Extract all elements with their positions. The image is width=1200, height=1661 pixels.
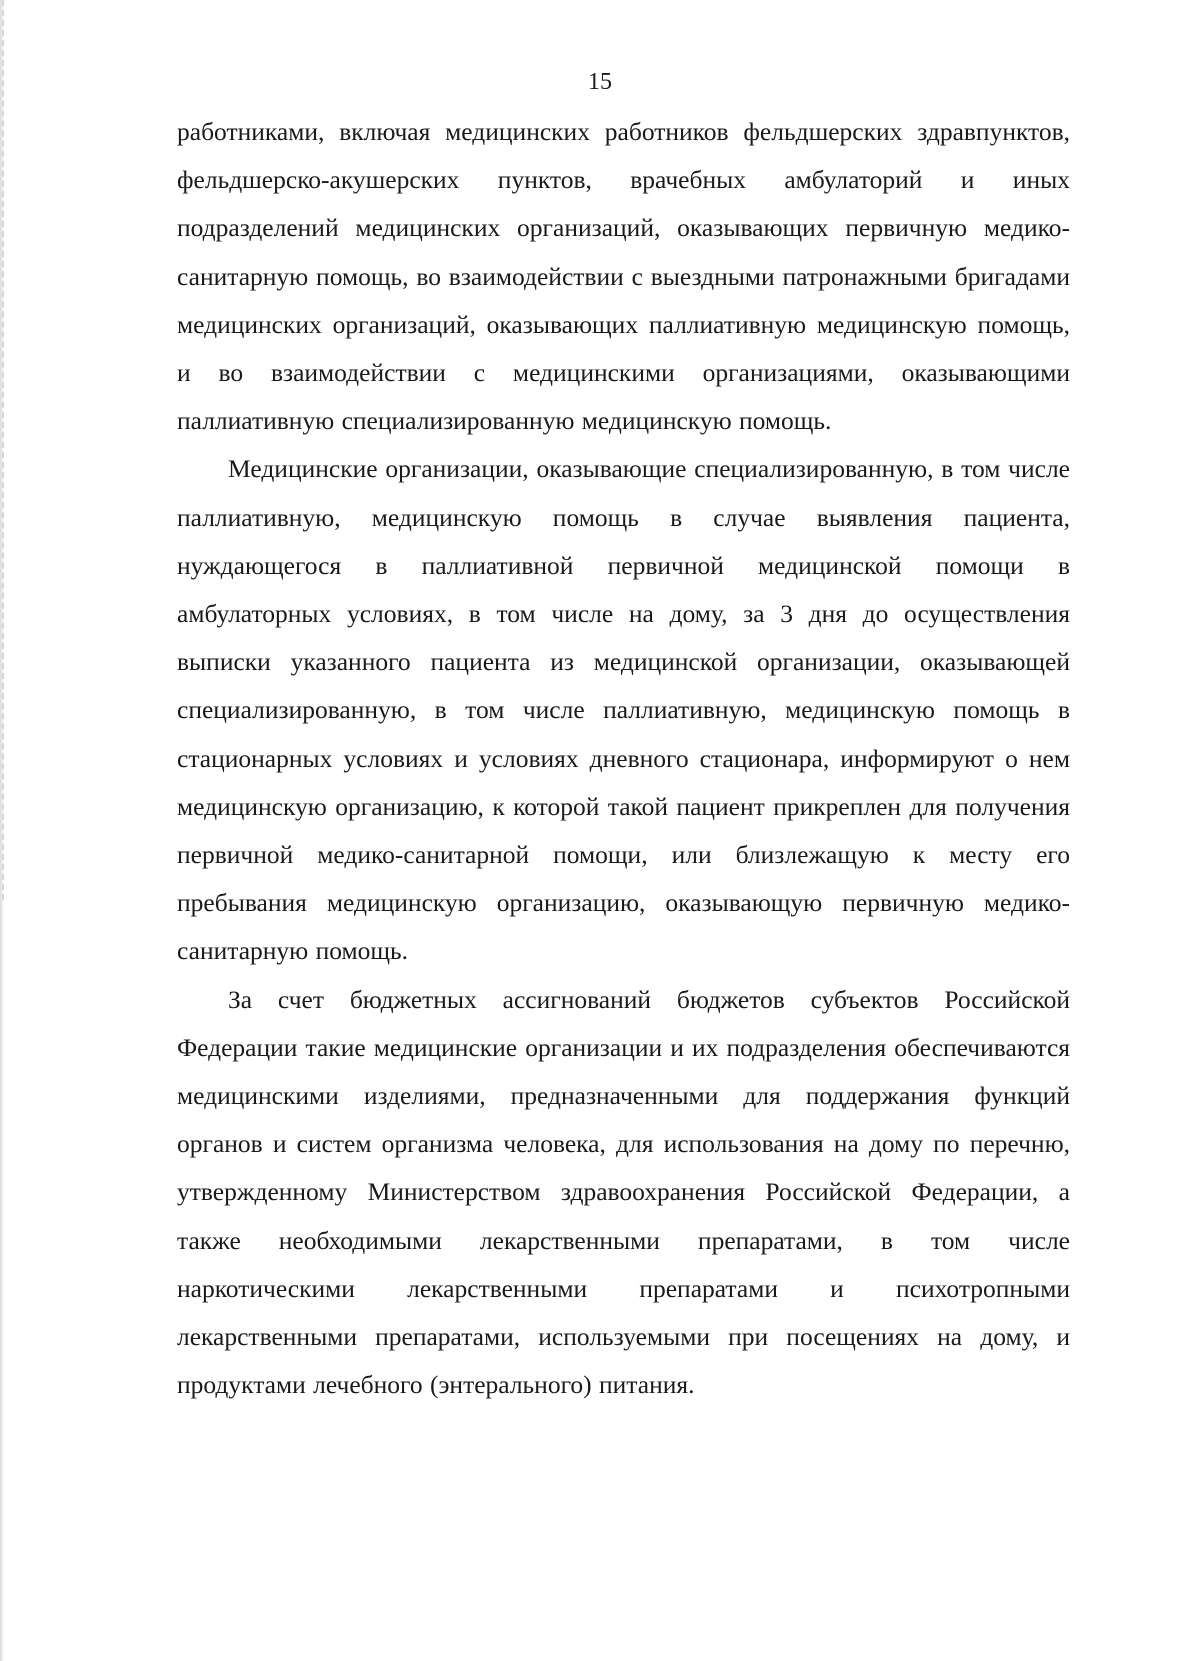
scan-artifact bbox=[2, 0, 7, 900]
paragraph-palliative-discharge: Медицинские организации, оказывающие специализированную, в том числе паллиативную, медицинскую помощь в случае выявления пациента, нуждающегося в паллиативной первичной медицинской помощи в амбулаторных условиях, в том числе на дому, за 3 дня до осуществления выписки указанного пациента из медицинской организации, оказывающей специализированную, в том числе паллиативную, медицинскую помощь в стационарных условиях и условиях дневного стационара, информируют о нем медицинскую организацию, к которой такой пациент прикреплен для получения первичной медико-санитарной помощи, или близлежащую к месту его пребывания медицинскую организацию, оказывающую первичную медико-санитарную помощь. bbox=[177, 454, 1070, 966]
page-number: 15 bbox=[588, 69, 612, 95]
document-body bbox=[177, 108, 1070, 1409]
paragraph-continuation: работниками, включая медицинских работников фельдшерских здравпунктов, фельдшерско-акушерских пунктов, врачебных амбулаторий и иных подразделений медицинских организаций, оказывающих первичную медико-санитарную помощь, во взаимодействии с выездными патронажными бригадами медицинских организаций, оказывающих паллиативную медицинскую помощь, и во взаимодействии с медицинскими организациями, оказывающими паллиативную специализированную медицинскую помощь. bbox=[177, 117, 1070, 436]
paragraph-budget-funding: За счет бюджетных ассигнований бюджетов субъектов Российской Федерации такие медицинские организации и их подразделения обеспечиваются медицинскими изделиями, предназначенными для поддержания функций органов и систем организма человека, для использования на дому по перечню, утвержденному Министерством здравоохранения Российской Федерации, а также необходимыми лекарственными препаратами, в том числе наркотическими лекарственными препаратами и психотропными лекарственными препаратами, используемыми при посещениях на дому, и продуктами лечебного (энтерального) питания. bbox=[177, 984, 1070, 1400]
